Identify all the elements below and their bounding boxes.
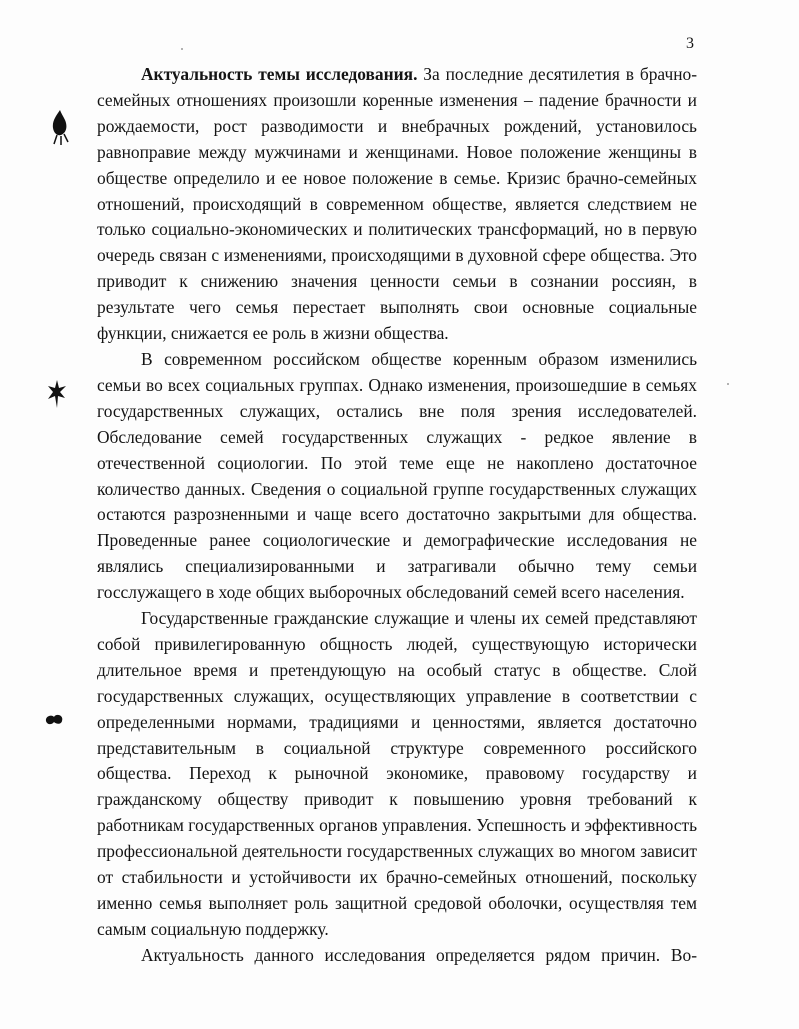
scan-mark-spot-icon: [43, 712, 65, 728]
paragraph-civil-servants: Государственные гражданские служащие и члены их семей представляют собой привилегированную общность людей, существующую исторически длительное время и претендующую на особый статус в обществе. Слой государственных служащих, осуществляющих управление в соответствии с определенными нормами, традициями и ценностями, является достаточно представительным в социальной структуре современного российского общества. Переход к рыночной экономике, правовому государству и гражданскому обществу приводит к повышению уровня требований к работникам государственных органов управления. Успешность и эффективность профессиональной деятельности государственных служащих во многом зависит от стабильности и устойчивости их брачно-семейных отношений, поскольку именно семья выполняет роль защитной средовой оболочки, осуществляя тем самым социальную поддержку.: [97, 608, 697, 939]
body-text: [97, 62, 697, 969]
scan-speck: [181, 48, 183, 50]
page-number: 3: [686, 35, 694, 52]
paragraph-reasons: Актуальность данного исследования определяется рядом причин. Во-: [141, 944, 697, 965]
scan-mark-blot-icon: [48, 108, 72, 148]
section-heading-inline: Актуальность темы исследования.: [141, 64, 418, 84]
paragraph-relevance: [97, 62, 697, 347]
scan-mark-splat-icon: [46, 378, 68, 412]
paragraph-state-servants-families: В современном российском обществе коренным образом изменились семьи во всех социальных группах. Однако изменения, произошедшие в семьях государственных служащих, остались вне поля зрения исследователей. Обследование семей государственных служащих - редкое явление в отечественной социологии. По этой теме еще не накоплено достаточное количество данных. Сведения о социальной группе государственных служащих остаются разрозненными и чаще всего достаточно закрытыми для общества. Проведенные ранее социологические и демографические исследования не являлись специализированными и затрагивали обычно тему семьи госслужащего в ходе общих выборочных обследований семей всего населения.: [97, 348, 697, 603]
scan-speck: [727, 383, 729, 385]
paragraph-text: За последние десятилетия в брачно-семейных отношениях произошли коренные изменения – падение брачности и рождаемости, рост разводимости и внебрачных рождений, установилось равноправие между мужчинами и женщинами. Новое положение женщины в обществе определило и ее новое положение в семье. Кризис брачно-семейных отношений, происходящий в современном обществе, является следствием не только социально-экономических и политических трансформаций, но в первую очередь связан с изменениями, происходящими в духовной сфере общества. Это приводит к снижению значения ценности семьи в сознании россиян, в результате чего семья перестает выполнять свои основные социальные функции, снижается ее роль в жизни общества.: [97, 64, 697, 344]
